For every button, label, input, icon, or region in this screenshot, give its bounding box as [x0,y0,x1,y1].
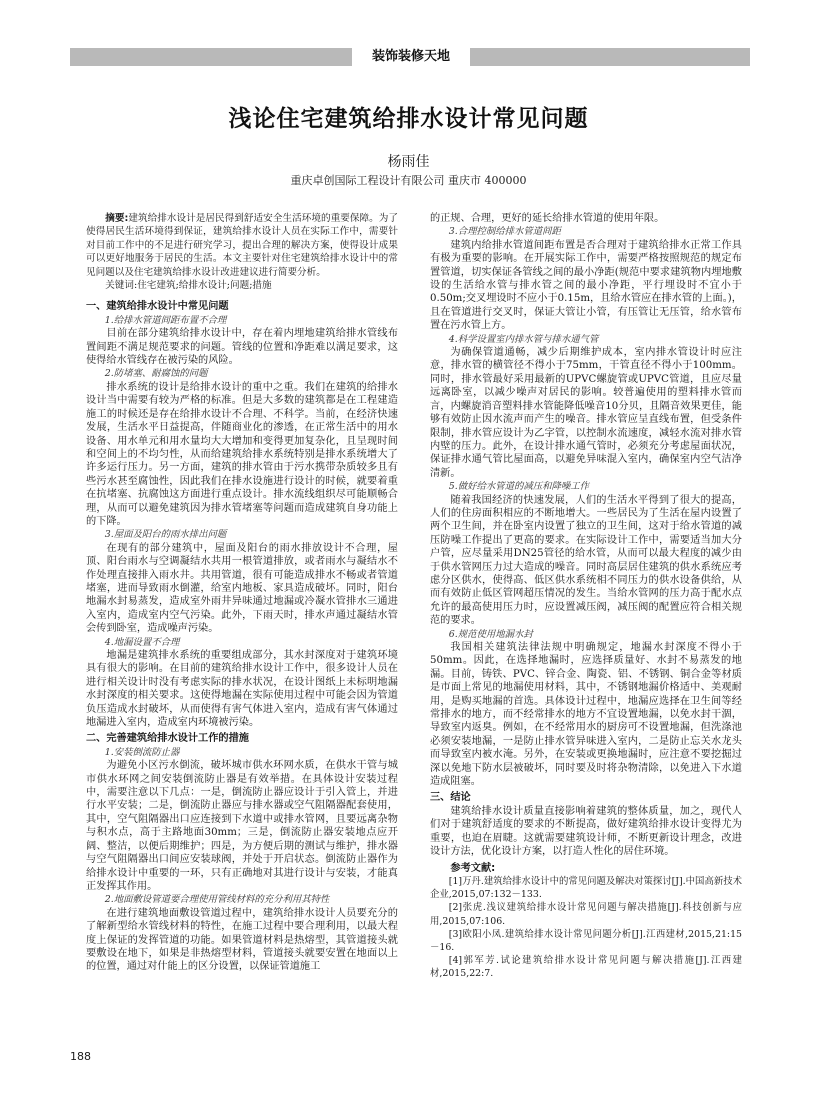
subsection-heading: 1.安装倒流防止器 [104,746,180,758]
subsection-heading: 4.科学设置室内排水管与排水通气管 [448,333,599,345]
body-paragraph: 为确保管道通畅，减少后期维护成本，室内排水管设计时应注意，排水管的横管径不得小于75mm，干管直径不得小于100mm。同时，排水管最好采用最新的UPVC螺旋管或UPVC管道，且应尽量远离卧室，以减少噪声对居民的影响。较普遍使用的塑料排水管而言，内螺旋消音塑料排水管能降低噪音10分贝，且隔音效果更佳，能够有效防止因水流声而产生的噪音。排水管应呈直线布置，但受条件限制，排水管应设计为乙字管，以控制水流速度，减轻水流对排水管内壁的压力。此外，在设计排水通气管时，必须充分考虑屋面状况，保证排水通气管比屋面高，以避免异味混入室内，确保室内空气洁净清新。 [430,347,742,479]
body-paragraph: 为避免小区污水倒流，破坏城市供水环网水质，在供水干管与城市供水环网之间安装倒流防止器是有效举措。在具体设计安装过程中，需要注意以下几点：一是，倒流防止器应设计于引入管上，并进行水平安装；二是，倒流防止器应与排水器或空气阻隔器配套使用，其中，空气阻隔器出口应连接到下水道中或排水管网，且要远离杂物与积水点，高于主路地面30mm；三是，倒流防止器安装地点应开阔、整洁，以便后期维护；四是，为方便后期的测试与维护，排水器与空气阻隔器出口间应安装球阀，并处于开启状态。倒流防止器作为给排水设计中重要的一环，只有正确地对其进行设计与安装，才能真正发挥其作用。 [86,760,398,892]
subsection-heading: 2.地面敷设管道要合理使用管线材料的充分利用其特性 [104,894,330,906]
keywords [86,279,398,292]
keywords-label: 关键词: [105,280,138,292]
page-number: 188 [70,1050,91,1063]
author-name: 杨雨佳 [387,154,430,170]
subsection-heading: 3.屋面及阳台的雨水排出问题 [104,529,227,541]
reference-item: [4]郭军芳.试论建筑给排水设计常见问题与解决措施[J].江西建材,2015,22:7. [430,955,742,980]
reference-item: [1]万丹.建筑给排水设计中的常见问题及解决对策探讨[J].中国高新技术企业,2015,07:132－133. [430,875,742,901]
section-heading: 二、完善建筑给排水设计工作的措施 [86,733,249,745]
abstract-text: 建筑给排水设计是居民得到舒适安全生活环境的重要保障。为了使得居民生活环境得到保证，建筑给排水设计人员在实际工作中，需要针对目前工作中的不足进行研究学习，提出合理的解决方案，使得设计成果可以更好地服务于居民的生活。本文主要针对住宅建筑给排水设计中的常见问题以及住宅建筑给排水设计改进建议进行简要分析。 [86,213,399,278]
section-label: 装饰装修天地 [352,48,470,66]
body-paragraph: 目前在部分建筑给排水设计中，存在着内埋地建筑给排水管线布置间距不满足规范要求的问题。管线的位置和净距难以满足要求，这使得给水管线存在被污染的风险。 [86,328,398,367]
body-paragraph: 的正规、合理，更好的延长给排水管道的使用年限。 [430,213,665,224]
body-paragraph: 建筑给排水设计质量直接影响着建筑的整体质量，加之，现代人们对于建筑舒适度的要求的不断提高，做好建筑给排水设计变得尤为重要，也迫在眉睫。这就需要建筑设计师，不断更新设计理念，改进设计方法，优化设计方案，以打造人性化的居住环境。 [430,805,742,858]
section-heading: 一、建筑给排水设计中常见问题 [86,301,229,313]
body-paragraph: 地漏是建筑排水系统的重要组成部分，其水封深度对于建筑环境具有很大的影响。在目前的建筑给排水设计工作中，很多设计人员在进行相关设计时没有考虑实际的排水状况，在设计图纸上未标明地漏水封深度的相关要求。这使得地漏在实际使用过程中可能会因为管道负压造成水封破坏，从而使得有害气体进入室内，造成有害气体通过地漏进入室内，造成室内环境被污染。 [86,650,398,729]
subsection-heading: 5.做好给水管道的减压和降噪工作 [448,481,589,493]
subsection-heading: 6.规范使用地漏水封 [448,628,533,640]
article-title: 浅论住宅建筑给排水设计常见问题 [228,106,589,132]
reference-item: [2]张虎.浅议建筑给排水设计常见问题与解决措施[J].科技创新与应用,2015,07:106. [430,902,742,927]
body-paragraph: 我国相关建筑法律法规中明确规定，地漏水封深度不得小于50mm。因此，在选择地漏时，应选择质量好、水封不易蒸发的地漏。目前，铸铁、PVC、锌合金、陶瓷、铝、不锈钢、铜合金等材质是市面上常见的地漏使用材料，其中，不锈钢地漏价格适中、美观耐用，是购买地漏的首选。具体设计过程中，地漏应选择在卫生间等经常排水的地方，而不经常排水的地方不宜设置地漏，以免水封干涸，导致室内返臭。例如，在不经常用水的厨房可不设置地漏，但洗涤池必须安装地漏，一是防止排水管异味进入室内，二是防止忘关水龙头而导致室内被水淹。另外，在安装或更换地漏时，应注意不要挖掘过深以免地下防水层被破坏，同时要及时将杂物清除，以免进入下水道造成阻塞。 [430,642,742,788]
subsection-heading: 3.合理控制给排水管道间距 [448,226,561,238]
body-paragraph: 随着我国经济的快速发展，人们的生活水平得到了很大的提高，人们的住房面积相应的不断地增大。一些居民为了生活在屋内设置了两个卫生间，并在卧室内设置了独立的卫生间，这对于给水管道的减压防噪工作提出了更高的要求。在实际设计工作中，需要适当加大分户管，应尽量采用DN25管径的给水管，从而可以最大程度的减少由于供水管网压力过大造成的噪音。同时高层居住建筑的供水系统应考虑分区供水，使得高、低区供水系统相不同压力的供水设备供给，从而有效防止低区管网超压情况的发生。当给水管网的压力高于配水点允许的最高使用压力时，应设置减压阀，减压阀的配置应符合相关规范的要求。 [430,494,742,627]
body-paragraph: 在现有的部分建筑中，屋面及阳台的雨水排放设计不合理，屋顶、阳台雨水与空调凝结水共用一根管道排放，或者雨水与凝结水不作处理直接排入雨水井。共用管道，很有可能造成排水不畅或者管道堵塞，进而导致雨水倒灌，给室内地板、家具造成破坏。同时，阳台地漏水封易蒸发，造成室外雨井异味通过地漏或冷凝水管排水三通进入室内，造成室内空气污染。此外，下雨天时，排水声通过凝结水管会传到卧室，造成噪声污染。 [86,542,398,635]
subsection-heading: 1.给排水管道间距布置不合理 [104,314,227,326]
right-column [430,212,742,981]
right-body [430,212,742,981]
keywords-text: 住宅建筑;给排水设计;问题;措施 [137,280,272,292]
author-affiliation: 重庆卓创国际工程设计有限公司 重庆市 400000 [290,174,527,187]
left-column [86,212,398,974]
reference-item: [3]欧阳小凤.建筑给排水设计常见问题分析[J].江西建材,2015,21:15－16. [430,928,742,953]
left-body [86,300,398,973]
body-paragraph: 在进行建筑地面敷设管道过程中，建筑给排水设计人员要充分的了解新型给水管线材料的特性，在施工过程中要合理利用，以最大程度上保证的发挥管道的功能。如果管道材料是热熔型，其管道接头就要敷设在地下，如果是非热熔型材料，管道接头就要安置在地面以上的位置，通过对什能上的区分设置，以保证管道施工 [86,907,398,973]
section-heading: 参考文献: [450,862,496,874]
subsection-heading: 4.地漏设置不合理 [104,636,180,648]
abstract-label: 摘要: [105,213,129,224]
subsection-heading: 2.防堵塞、耐腐蚀的问题 [104,368,208,380]
body-paragraph: 排水系统的设计是给排水设计的重中之重。我们在建筑的给排水设计当中需要有较为严格的标准。但是大多数的建筑都是在工程建造施工的时候还是存在给排水设计不合理、不科学。当前，在经济快速发展，生活水平日益提高，伴随商业化的渗透，在正常生活中的用水设备、用水单元和用水量均大大增加和变得更加复杂化，且呈现时间和空间上的不均匀性，从而给建筑给排水系统特别是排水系统增大了许多运行压力。另一方面，建筑的排水管由于污水携带杂质较多且有些污水甚至腐蚀性，因此我们在排水设施进行设计的时候，就要着重在抗堵塞、抗腐蚀这方面进行重点设计。排水流线组织尽可能顺畅合理，从而可以避免建筑因为排水管堵塞等问题而造成建筑自身功能上的下降。 [86,381,398,527]
body-paragraph: 建筑内给排水管道间距布置是否合理对于建筑给排水正常工作具有极为重要的影响。在开展实际工作中，需要严格按照规范的规定布置管道，切实保证各管线之间的最小净距(规范中要求建筑物内埋地敷设的生活给水管与排水管之间的最小净距，平行埋设时不宜小于0.50m;交叉埋设时不应小于0.15m，且给水管应在排水管的上面。)，且在管道进行交叉时，保证大管让小管，有压管让无压管，给水管布置在污水管上方。 [430,239,742,332]
section-heading: 三、结论 [430,792,471,804]
abstract [86,212,398,279]
